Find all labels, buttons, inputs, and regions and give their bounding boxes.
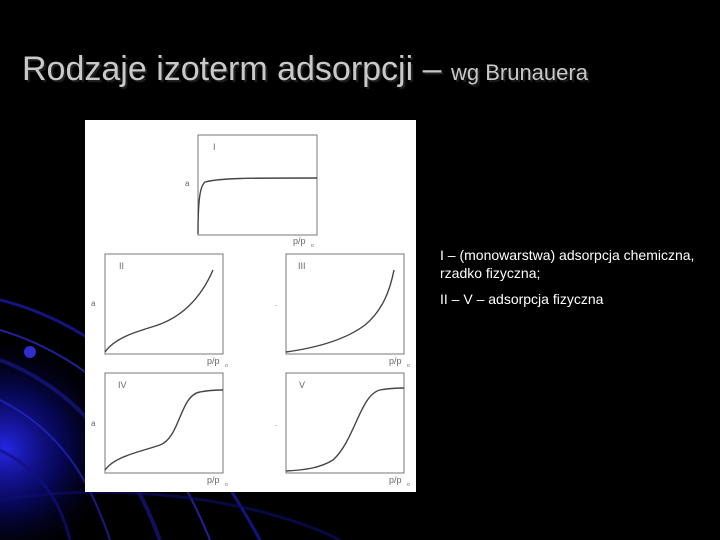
panel-1-frame bbox=[198, 135, 317, 235]
panel-4-ylabel: a bbox=[91, 419, 96, 428]
panel-1-label: I bbox=[213, 142, 216, 152]
panel-5-xsub: o bbox=[407, 482, 410, 488]
title-subtitle: wg Brunauera bbox=[450, 60, 588, 85]
description-block bbox=[440, 246, 700, 316]
panel-4-xsub: o bbox=[225, 482, 228, 488]
isotherm-figure bbox=[85, 120, 416, 492]
panel-3-curve bbox=[286, 270, 394, 352]
panel-4-xlabel: p/p bbox=[207, 475, 220, 485]
panel-1-xlabel: p/p bbox=[293, 236, 306, 246]
description-line-2: II – V – adsorpcja fizyczna bbox=[440, 291, 604, 307]
panel-2-ylabel: a bbox=[91, 299, 96, 308]
panel-5-xlabel: p/p bbox=[389, 475, 402, 485]
panel-4-curve bbox=[105, 390, 223, 470]
panel-2-curve bbox=[105, 270, 213, 352]
panel-2-xlabel: p/p bbox=[207, 356, 220, 366]
panel-4-label: IV bbox=[118, 380, 127, 390]
panel-1-xsub: o bbox=[311, 243, 314, 249]
panel-5-ylabel: . bbox=[275, 419, 278, 428]
panel-1-ylabel: a bbox=[185, 179, 190, 188]
panel-1-curve bbox=[198, 178, 317, 234]
description-line-1: I – (monowarstwa) adsorpcja chemiczna, rzadko fizyczna; bbox=[440, 247, 695, 281]
isotherm-panels bbox=[85, 120, 416, 492]
panel-2-xsub: o bbox=[225, 363, 228, 369]
panel-3-label: III bbox=[298, 261, 306, 271]
title-main: Rodzaje izoterm adsorpcji – bbox=[22, 50, 451, 88]
panel-5-label: V bbox=[299, 380, 306, 390]
slide-title bbox=[22, 50, 588, 89]
panel-3-ylabel: . bbox=[275, 299, 278, 308]
panel-5-curve bbox=[286, 388, 404, 471]
panel-3-xsub: o bbox=[407, 363, 410, 369]
panel-3-xlabel: p/p bbox=[389, 356, 402, 366]
panel-2-label: II bbox=[119, 261, 125, 271]
